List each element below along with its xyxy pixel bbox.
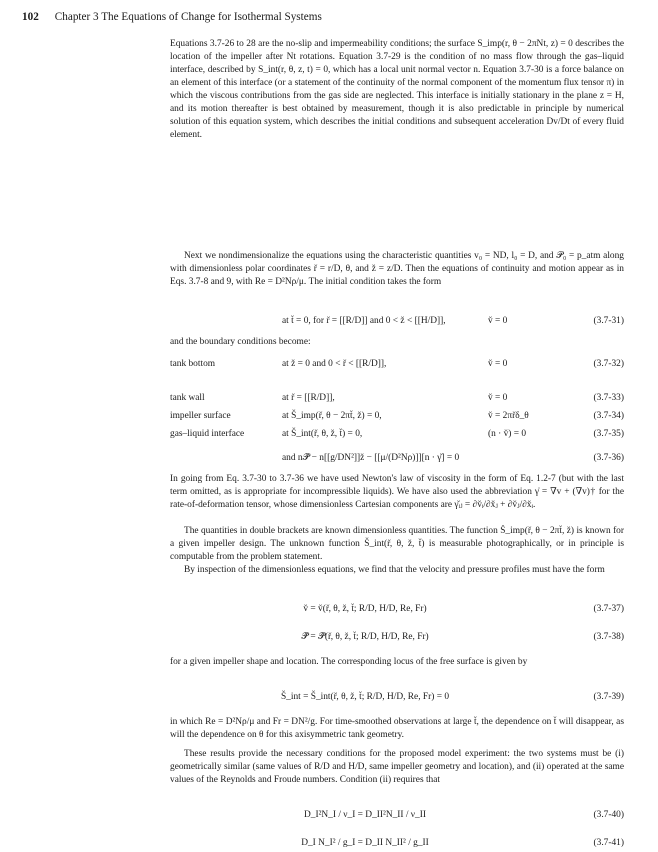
equation-number: (3.7-34) bbox=[593, 411, 624, 421]
equation-result: v̆ = 0 bbox=[488, 316, 508, 326]
equation-number: (3.7-41) bbox=[593, 838, 624, 848]
equation-expression: S̆_int = S̆_int(r̆, θ, z̆, t̆; R/D, H/D, Re, Fr) = 0 bbox=[280, 692, 450, 702]
equation-condition: and n𝒫̆ − n[[g/DN²]]z̆ − [[μ/(D²Nρ)]][n · γ̆] = 0 bbox=[282, 453, 460, 463]
equation-number: (3.7-32) bbox=[593, 359, 624, 369]
equation-result: v̆ = 0 bbox=[488, 359, 508, 369]
equation-froude-match bbox=[170, 834, 624, 852]
equation-number: (3.7-33) bbox=[593, 393, 624, 403]
paragraph-boundary-intro: and the boundary conditions become: bbox=[170, 337, 311, 347]
equation-condition: at r̆ = [[R/D]], bbox=[282, 393, 335, 403]
equation-free-surface bbox=[170, 688, 624, 706]
equation-number: (3.7-40) bbox=[593, 810, 624, 820]
equation-condition: at t̆ = 0, for r̆ = [[R/D]] and 0 < z̆ < [[H/D]], bbox=[282, 316, 446, 326]
equation-result: v̆ = 2πr̆δ_θ bbox=[488, 411, 529, 421]
paragraph-model-experiment: These results provide the necessary conditions for the proposed model experiment: the two systems must be (i) geometrically similar (same values of R/D and H/D, same impeller geometry and location), and (ii) operated at the same values of the Reynolds and Froude numbers. Condition (ii) requires that bbox=[170, 749, 624, 785]
equation-number: (3.7-35) bbox=[593, 429, 624, 439]
equation-number: (3.7-39) bbox=[593, 692, 624, 702]
paragraph-boundary-conditions: Equations 3.7-26 to 28 are the no-slip and impermeability conditions; the surface S_imp(r, θ − 2πNt, z) = 0 describes the location of the impeller after Nt rotations. Equation 3.7-29 is the condition of no mass flow through the gas–liquid interface, described by S_int(r, θ, z, t) = 0, which has a local unit normal vector n. Equation 3.7-30 is a force balance on an element of this interface (or a statement of the continuity of the normal component of the momentum flux tensor π) in which the viscous contributions from the gas side are neglected. This interface is initially stationary in the plane z = H, and its motion thereafter is best obtained by measurement, though it is also predictable in principle by numerical solution of this equation system, which describes the initial conditions and subsequent acceleration Dv/Dt of every fluid element. bbox=[170, 39, 624, 140]
equation-velocity-profile bbox=[170, 600, 624, 618]
paragraph-reynolds-froude: in which Re = D²Nρ/μ and Fr = DN²/g. For time-smoothed observations at large t̆, the dependence on t̆ will disappear, as will the dependence on θ for this axisymmetric tank geometry. bbox=[170, 717, 624, 740]
equation-condition: at S̆_int(r̆, θ, z̆, t̆) = 0, bbox=[282, 429, 363, 439]
equation-label: gas–liquid interface bbox=[170, 429, 245, 439]
equation-condition: at z̆ = 0 and 0 < r̆ < [[R/D]], bbox=[282, 359, 387, 369]
equation-result: v̆ = 0 bbox=[488, 393, 508, 403]
equation-expression: D_I²N_I / ν_I = D_II²N_II / ν_II bbox=[304, 810, 426, 820]
paragraph-inspection: By inspection of the dimensionless equations, we find that the velocity and pressure profiles must have the form bbox=[184, 565, 605, 575]
equation-tank-wall bbox=[170, 389, 624, 407]
paragraph-newtons-law: In going from Eq. 3.7-30 to 3.7-36 we have used Newton's law of viscosity in the form of Eq. 1.2-7 (but with the last term omitted, as is appropriate for incompressible liquids). We have also used the abbreviation γ̇ = ∇v + (∇v)† for the rate-of-deformation tensor, whose dimensionless Cartesian components are γ̆ᵢⱼ = ∂v̆ᵢ/∂x̆ⱼ + ∂v̆ⱼ/∂x̆ᵢ. bbox=[170, 474, 624, 510]
equation-label: impeller surface bbox=[170, 411, 231, 421]
equation-initial-condition bbox=[170, 312, 624, 330]
equation-number: (3.7-36) bbox=[593, 453, 624, 463]
equation-label: tank bottom bbox=[170, 359, 216, 369]
equation-condition: at S̆_imp(r̆, θ − 2πt̆, z̆) = 0, bbox=[282, 411, 382, 421]
paragraph-nondimensionalize: Next we nondimensionalize the equations using the characteristic quantities v₀ = ND, l₀ = D, and 𝒫₀ = p_atm along with dimensionless polar coordinates r̆ = r/D, θ, and z̆ = z/D. Then the equations of continuity and motion appear as in Eqs. 3.7-8 and 9, with Re = D²Nρ/μ. The initial condition takes the form bbox=[170, 251, 624, 287]
running-header bbox=[22, 10, 642, 24]
equation-result: (n · v̆) = 0 bbox=[488, 429, 527, 439]
equation-number: (3.7-31) bbox=[593, 316, 624, 326]
equation-impeller-surface bbox=[170, 407, 624, 425]
equation-interface-force-balance bbox=[170, 449, 624, 467]
equation-tank-bottom bbox=[170, 355, 624, 373]
equation-number: (3.7-37) bbox=[593, 604, 624, 614]
equation-expression: D_I N_I² / g_I = D_II N_II² / g_II bbox=[301, 838, 429, 848]
equation-expression: v̆ = v̆(r̆, θ, z̆, t̆; R/D, H/D, Re, Fr) bbox=[303, 604, 427, 614]
chapter-title: Chapter 3 The Equations of Change for Isothermal Systems bbox=[54, 11, 322, 23]
equation-reynolds-match bbox=[170, 806, 624, 824]
equation-number: (3.7-38) bbox=[593, 632, 624, 642]
equation-pressure-profile bbox=[170, 628, 624, 646]
equation-expression: 𝒫̆ = 𝒫̆(r̆, θ, z̆, t̆; R/D, H/D, Re, Fr) bbox=[301, 632, 429, 642]
body-text bbox=[170, 38, 624, 852]
equation-gas-liquid-interface bbox=[170, 425, 624, 443]
page-number: 102 bbox=[22, 11, 39, 23]
equation-label: tank wall bbox=[170, 393, 205, 403]
paragraph-double-brackets: The quantities in double brackets are known dimensionless quantities. The function S̆_imp(r̆, θ − 2πt̆, z̆) is known for a given impeller design. The unknown function S̆_int(r̆, θ, z̆, t̆) is measurable photographically, or in principle is computable from the problem statement. bbox=[170, 526, 624, 562]
paragraph-free-surface: for a given impeller shape and location. The corresponding locus of the free surface is given by bbox=[170, 657, 528, 667]
